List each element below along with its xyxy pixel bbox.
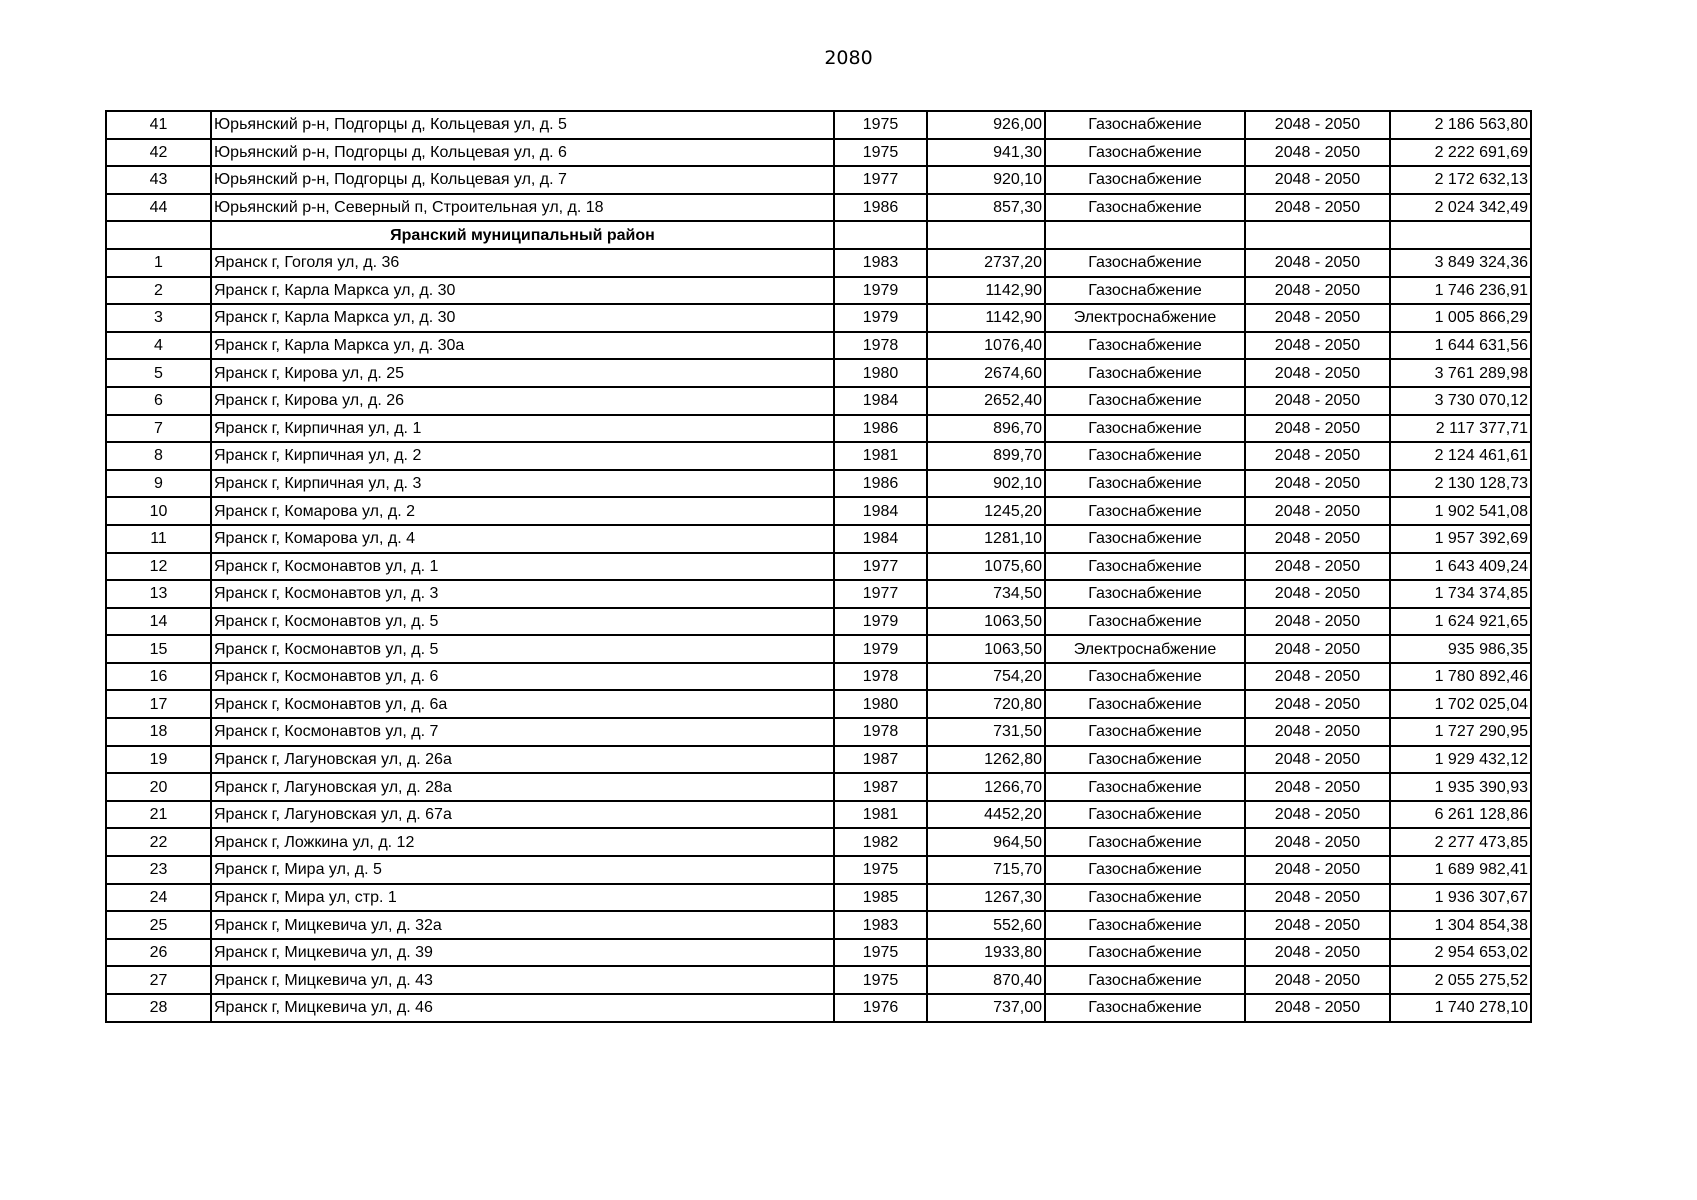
table-row <box>106 277 1531 305</box>
table-row <box>106 746 1531 774</box>
address-cell: Юрьянский р-н, Подгорцы д, Кольцевая ул, д. 6 <box>211 139 834 167</box>
utility-system-cell: Газоснабжение <box>1045 553 1245 581</box>
repair-period-cell: 2048 - 2050 <box>1245 359 1390 387</box>
repair-period-cell: 2048 - 2050 <box>1245 139 1390 167</box>
cost-cell: 1 727 290,95 <box>1390 718 1531 746</box>
row-number: 9 <box>106 470 211 498</box>
cost-cell: 1 740 278,10 <box>1390 994 1531 1022</box>
row-number: 15 <box>106 635 211 663</box>
cost-cell: 1 734 374,85 <box>1390 580 1531 608</box>
row-number: 16 <box>106 663 211 691</box>
row-number: 13 <box>106 580 211 608</box>
cost-cell <box>1390 221 1531 249</box>
cost-cell: 3 849 324,36 <box>1390 249 1531 277</box>
year-built-cell: 1983 <box>834 249 927 277</box>
address-cell: Юрьянский р-н, Подгорцы д, Кольцевая ул, д. 5 <box>211 111 834 139</box>
year-built-cell: 1975 <box>834 939 927 967</box>
table-row <box>106 111 1531 139</box>
table-row <box>106 525 1531 553</box>
row-number: 43 <box>106 166 211 194</box>
year-built-cell: 1978 <box>834 332 927 360</box>
year-built-cell: 1987 <box>834 746 927 774</box>
year-built-cell: 1984 <box>834 497 927 525</box>
utility-system-cell: Газоснабжение <box>1045 194 1245 222</box>
address-cell: Яранск г, Комарова ул, д. 2 <box>211 497 834 525</box>
repair-period-cell: 2048 - 2050 <box>1245 608 1390 636</box>
year-built-cell: 1977 <box>834 553 927 581</box>
table-row <box>106 966 1531 994</box>
page-number: 2080 <box>824 47 873 69</box>
repair-period-cell: 2048 - 2050 <box>1245 966 1390 994</box>
repair-period-cell: 2048 - 2050 <box>1245 635 1390 663</box>
table-row <box>106 387 1531 415</box>
address-cell: Яранск г, Мира ул, д. 5 <box>211 856 834 884</box>
table-row <box>106 911 1531 939</box>
cost-cell: 2 055 275,52 <box>1390 966 1531 994</box>
row-number: 41 <box>106 111 211 139</box>
row-number: 7 <box>106 415 211 443</box>
area-cell: 1076,40 <box>927 332 1045 360</box>
repair-period-cell: 2048 - 2050 <box>1245 994 1390 1022</box>
cost-cell: 1 644 631,56 <box>1390 332 1531 360</box>
repair-period-cell: 2048 - 2050 <box>1245 442 1390 470</box>
area-cell: 715,70 <box>927 856 1045 884</box>
area-cell: 902,10 <box>927 470 1045 498</box>
area-cell: 1933,80 <box>927 939 1045 967</box>
year-built-cell: 1980 <box>834 359 927 387</box>
cost-cell: 1 780 892,46 <box>1390 663 1531 691</box>
year-built-cell <box>834 221 927 249</box>
area-cell: 4452,20 <box>927 801 1045 829</box>
table-row <box>106 359 1531 387</box>
repair-period-cell: 2048 - 2050 <box>1245 580 1390 608</box>
area-cell: 964,50 <box>927 828 1045 856</box>
year-built-cell: 1977 <box>834 166 927 194</box>
table-row <box>106 718 1531 746</box>
table-row <box>106 939 1531 967</box>
year-built-cell: 1975 <box>834 856 927 884</box>
row-number: 10 <box>106 497 211 525</box>
address-cell: Яранск г, Кирова ул, д. 25 <box>211 359 834 387</box>
row-number: 27 <box>106 966 211 994</box>
repair-period-cell: 2048 - 2050 <box>1245 249 1390 277</box>
row-number: 1 <box>106 249 211 277</box>
area-cell: 731,50 <box>927 718 1045 746</box>
address-cell: Яранск г, Кирпичная ул, д. 1 <box>211 415 834 443</box>
cost-cell: 2 186 563,80 <box>1390 111 1531 139</box>
repair-period-cell: 2048 - 2050 <box>1245 939 1390 967</box>
cost-cell: 2 954 653,02 <box>1390 939 1531 967</box>
row-number: 4 <box>106 332 211 360</box>
cost-cell: 1 929 432,12 <box>1390 746 1531 774</box>
area-cell: 734,50 <box>927 580 1045 608</box>
table-row <box>106 415 1531 443</box>
cost-cell: 1 936 307,67 <box>1390 884 1531 912</box>
utility-system-cell: Газоснабжение <box>1045 608 1245 636</box>
utility-system-cell: Электроснабжение <box>1045 635 1245 663</box>
utility-system-cell: Газоснабжение <box>1045 939 1245 967</box>
year-built-cell: 1983 <box>834 911 927 939</box>
address-cell: Яранск г, Карла Маркса ул, д. 30 <box>211 304 834 332</box>
utility-system-cell: Газоснабжение <box>1045 359 1245 387</box>
repair-period-cell: 2048 - 2050 <box>1245 553 1390 581</box>
table-row <box>106 773 1531 801</box>
year-built-cell: 1982 <box>834 828 927 856</box>
address-cell: Яранск г, Ложкина ул, д. 12 <box>211 828 834 856</box>
year-built-cell: 1975 <box>834 139 927 167</box>
table-row <box>106 635 1531 663</box>
utility-system-cell: Газоснабжение <box>1045 139 1245 167</box>
row-number: 3 <box>106 304 211 332</box>
year-built-cell: 1985 <box>834 884 927 912</box>
cost-cell: 1 746 236,91 <box>1390 277 1531 305</box>
repair-period-cell: 2048 - 2050 <box>1245 497 1390 525</box>
table-row <box>106 497 1531 525</box>
year-built-cell: 1984 <box>834 525 927 553</box>
repair-period-cell: 2048 - 2050 <box>1245 718 1390 746</box>
table-row <box>106 470 1531 498</box>
cost-cell: 1 689 982,41 <box>1390 856 1531 884</box>
section-title: Яранский муниципальный район <box>211 221 834 249</box>
year-built-cell: 1984 <box>834 387 927 415</box>
table-row <box>106 856 1531 884</box>
cost-cell: 2 024 342,49 <box>1390 194 1531 222</box>
year-built-cell: 1979 <box>834 608 927 636</box>
area-cell: 1142,90 <box>927 304 1045 332</box>
table-row <box>106 304 1531 332</box>
repair-period-cell: 2048 - 2050 <box>1245 911 1390 939</box>
repair-period-cell: 2048 - 2050 <box>1245 470 1390 498</box>
address-cell: Яранск г, Мицкевича ул, д. 46 <box>211 994 834 1022</box>
repair-period-cell: 2048 - 2050 <box>1245 304 1390 332</box>
row-number: 12 <box>106 553 211 581</box>
address-cell: Яранск г, Кирпичная ул, д. 3 <box>211 470 834 498</box>
year-built-cell: 1986 <box>834 470 927 498</box>
row-number: 2 <box>106 277 211 305</box>
row-number: 28 <box>106 994 211 1022</box>
utility-system-cell: Газоснабжение <box>1045 884 1245 912</box>
year-built-cell: 1975 <box>834 966 927 994</box>
section-header-row <box>106 221 1531 249</box>
address-cell: Яранск г, Космонавтов ул, д. 5 <box>211 608 834 636</box>
address-cell: Яранск г, Космонавтов ул, д. 7 <box>211 718 834 746</box>
cost-cell: 6 261 128,86 <box>1390 801 1531 829</box>
cost-cell: 2 172 632,13 <box>1390 166 1531 194</box>
cost-cell: 1 935 390,93 <box>1390 773 1531 801</box>
area-cell: 754,20 <box>927 663 1045 691</box>
cost-cell: 2 124 461,61 <box>1390 442 1531 470</box>
table-row <box>106 690 1531 718</box>
housing-repair-table <box>105 110 1532 1023</box>
row-number: 5 <box>106 359 211 387</box>
row-number: 22 <box>106 828 211 856</box>
address-cell: Яранск г, Лагуновская ул, д. 28а <box>211 773 834 801</box>
utility-system-cell: Электроснабжение <box>1045 304 1245 332</box>
cost-cell: 1 624 921,65 <box>1390 608 1531 636</box>
cost-cell: 1 902 541,08 <box>1390 497 1531 525</box>
repair-period-cell: 2048 - 2050 <box>1245 663 1390 691</box>
utility-system-cell: Газоснабжение <box>1045 966 1245 994</box>
table-row <box>106 249 1531 277</box>
repair-period-cell: 2048 - 2050 <box>1245 856 1390 884</box>
row-number: 11 <box>106 525 211 553</box>
area-cell: 2674,60 <box>927 359 1045 387</box>
address-cell: Яранск г, Лагуновская ул, д. 67а <box>211 801 834 829</box>
year-built-cell: 1979 <box>834 635 927 663</box>
area-cell: 1075,60 <box>927 553 1045 581</box>
row-number: 17 <box>106 690 211 718</box>
utility-system-cell: Газоснабжение <box>1045 911 1245 939</box>
repair-period-cell: 2048 - 2050 <box>1245 111 1390 139</box>
table-row <box>106 139 1531 167</box>
area-cell: 926,00 <box>927 111 1045 139</box>
utility-system-cell <box>1045 221 1245 249</box>
utility-system-cell: Газоснабжение <box>1045 828 1245 856</box>
address-cell: Яранск г, Кирова ул, д. 26 <box>211 387 834 415</box>
table-row <box>106 994 1531 1022</box>
area-cell: 552,60 <box>927 911 1045 939</box>
utility-system-cell: Газоснабжение <box>1045 994 1245 1022</box>
table-row <box>106 166 1531 194</box>
cost-cell: 2 130 128,73 <box>1390 470 1531 498</box>
address-cell: Яранск г, Мицкевича ул, д. 39 <box>211 939 834 967</box>
repair-period-cell: 2048 - 2050 <box>1245 415 1390 443</box>
table-row <box>106 332 1531 360</box>
year-built-cell: 1987 <box>834 773 927 801</box>
area-cell: 1267,30 <box>927 884 1045 912</box>
year-built-cell: 1980 <box>834 690 927 718</box>
area-cell: 1142,90 <box>927 277 1045 305</box>
utility-system-cell: Газоснабжение <box>1045 801 1245 829</box>
row-number: 25 <box>106 911 211 939</box>
table-row <box>106 580 1531 608</box>
utility-system-cell: Газоснабжение <box>1045 111 1245 139</box>
address-cell: Яранск г, Кирпичная ул, д. 2 <box>211 442 834 470</box>
row-number: 8 <box>106 442 211 470</box>
address-cell: Яранск г, Мира ул, стр. 1 <box>211 884 834 912</box>
address-cell: Яранск г, Космонавтов ул, д. 3 <box>211 580 834 608</box>
utility-system-cell: Газоснабжение <box>1045 580 1245 608</box>
repair-period-cell <box>1245 221 1390 249</box>
area-cell: 899,70 <box>927 442 1045 470</box>
year-built-cell: 1981 <box>834 442 927 470</box>
area-cell: 737,00 <box>927 994 1045 1022</box>
area-cell: 1266,70 <box>927 773 1045 801</box>
repair-period-cell: 2048 - 2050 <box>1245 773 1390 801</box>
cost-cell: 2 277 473,85 <box>1390 828 1531 856</box>
table-row <box>106 194 1531 222</box>
cost-cell: 1 702 025,04 <box>1390 690 1531 718</box>
repair-period-cell: 2048 - 2050 <box>1245 801 1390 829</box>
row-number: 14 <box>106 608 211 636</box>
repair-period-cell: 2048 - 2050 <box>1245 690 1390 718</box>
utility-system-cell: Газоснабжение <box>1045 856 1245 884</box>
utility-system-cell: Газоснабжение <box>1045 497 1245 525</box>
repair-period-cell: 2048 - 2050 <box>1245 332 1390 360</box>
area-cell: 720,80 <box>927 690 1045 718</box>
utility-system-cell: Газоснабжение <box>1045 525 1245 553</box>
year-built-cell: 1978 <box>834 663 927 691</box>
row-number: 6 <box>106 387 211 415</box>
utility-system-cell: Газоснабжение <box>1045 387 1245 415</box>
repair-period-cell: 2048 - 2050 <box>1245 194 1390 222</box>
year-built-cell: 1979 <box>834 277 927 305</box>
cost-cell: 3 730 070,12 <box>1390 387 1531 415</box>
row-number: 20 <box>106 773 211 801</box>
area-cell: 857,30 <box>927 194 1045 222</box>
table-row <box>106 663 1531 691</box>
address-cell: Яранск г, Карла Маркса ул, д. 30 <box>211 277 834 305</box>
utility-system-cell: Газоснабжение <box>1045 415 1245 443</box>
area-cell: 1063,50 <box>927 635 1045 663</box>
utility-system-cell: Газоснабжение <box>1045 718 1245 746</box>
address-cell: Яранск г, Космонавтов ул, д. 5 <box>211 635 834 663</box>
area-cell: 1281,10 <box>927 525 1045 553</box>
utility-system-cell: Газоснабжение <box>1045 663 1245 691</box>
area-cell: 1245,20 <box>927 497 1045 525</box>
area-cell: 920,10 <box>927 166 1045 194</box>
area-cell: 941,30 <box>927 139 1045 167</box>
utility-system-cell: Газоснабжение <box>1045 332 1245 360</box>
utility-system-cell: Газоснабжение <box>1045 690 1245 718</box>
area-cell: 870,40 <box>927 966 1045 994</box>
area-cell: 1063,50 <box>927 608 1045 636</box>
table-row <box>106 801 1531 829</box>
table-row <box>106 608 1531 636</box>
address-cell: Яранск г, Карла Маркса ул, д. 30а <box>211 332 834 360</box>
address-cell: Яранск г, Комарова ул, д. 4 <box>211 525 834 553</box>
row-number: 23 <box>106 856 211 884</box>
year-built-cell: 1986 <box>834 415 927 443</box>
year-built-cell: 1981 <box>834 801 927 829</box>
utility-system-cell: Газоснабжение <box>1045 166 1245 194</box>
table-body <box>106 111 1531 1022</box>
row-number: 18 <box>106 718 211 746</box>
address-cell: Яранск г, Космонавтов ул, д. 6 <box>211 663 834 691</box>
row-number <box>106 221 211 249</box>
year-built-cell: 1979 <box>834 304 927 332</box>
utility-system-cell: Газоснабжение <box>1045 470 1245 498</box>
utility-system-cell: Газоснабжение <box>1045 249 1245 277</box>
cost-cell: 2 222 691,69 <box>1390 139 1531 167</box>
row-number: 24 <box>106 884 211 912</box>
area-cell: 2652,40 <box>927 387 1045 415</box>
year-built-cell: 1976 <box>834 994 927 1022</box>
area-cell <box>927 221 1045 249</box>
repair-period-cell: 2048 - 2050 <box>1245 884 1390 912</box>
table-row <box>106 884 1531 912</box>
row-number: 21 <box>106 801 211 829</box>
row-number: 42 <box>106 139 211 167</box>
cost-cell: 2 117 377,71 <box>1390 415 1531 443</box>
area-cell: 896,70 <box>927 415 1045 443</box>
address-cell: Юрьянский р-н, Подгорцы д, Кольцевая ул, д. 7 <box>211 166 834 194</box>
row-number: 19 <box>106 746 211 774</box>
repair-period-cell: 2048 - 2050 <box>1245 277 1390 305</box>
cost-cell: 1 643 409,24 <box>1390 553 1531 581</box>
area-cell: 2737,20 <box>927 249 1045 277</box>
repair-period-cell: 2048 - 2050 <box>1245 746 1390 774</box>
address-cell: Яранск г, Мицкевича ул, д. 32а <box>211 911 834 939</box>
row-number: 44 <box>106 194 211 222</box>
row-number: 26 <box>106 939 211 967</box>
address-cell: Яранск г, Лагуновская ул, д. 26а <box>211 746 834 774</box>
address-cell: Яранск г, Гоголя ул, д. 36 <box>211 249 834 277</box>
year-built-cell: 1978 <box>834 718 927 746</box>
cost-cell: 1 005 866,29 <box>1390 304 1531 332</box>
cost-cell: 1 304 854,38 <box>1390 911 1531 939</box>
area-cell: 1262,80 <box>927 746 1045 774</box>
cost-cell: 1 957 392,69 <box>1390 525 1531 553</box>
address-cell: Юрьянский р-н, Северный п, Строительная ул, д. 18 <box>211 194 834 222</box>
table-row <box>106 828 1531 856</box>
utility-system-cell: Газоснабжение <box>1045 277 1245 305</box>
repair-period-cell: 2048 - 2050 <box>1245 525 1390 553</box>
utility-system-cell: Газоснабжение <box>1045 773 1245 801</box>
year-built-cell: 1977 <box>834 580 927 608</box>
address-cell: Яранск г, Космонавтов ул, д. 6а <box>211 690 834 718</box>
cost-cell: 935 986,35 <box>1390 635 1531 663</box>
year-built-cell: 1975 <box>834 111 927 139</box>
address-cell: Яранск г, Мицкевича ул, д. 43 <box>211 966 834 994</box>
utility-system-cell: Газоснабжение <box>1045 442 1245 470</box>
repair-period-cell: 2048 - 2050 <box>1245 166 1390 194</box>
year-built-cell: 1986 <box>834 194 927 222</box>
repair-period-cell: 2048 - 2050 <box>1245 387 1390 415</box>
utility-system-cell: Газоснабжение <box>1045 746 1245 774</box>
cost-cell: 3 761 289,98 <box>1390 359 1531 387</box>
table-row <box>106 442 1531 470</box>
address-cell: Яранск г, Космонавтов ул, д. 1 <box>211 553 834 581</box>
repair-period-cell: 2048 - 2050 <box>1245 828 1390 856</box>
table-row <box>106 553 1531 581</box>
